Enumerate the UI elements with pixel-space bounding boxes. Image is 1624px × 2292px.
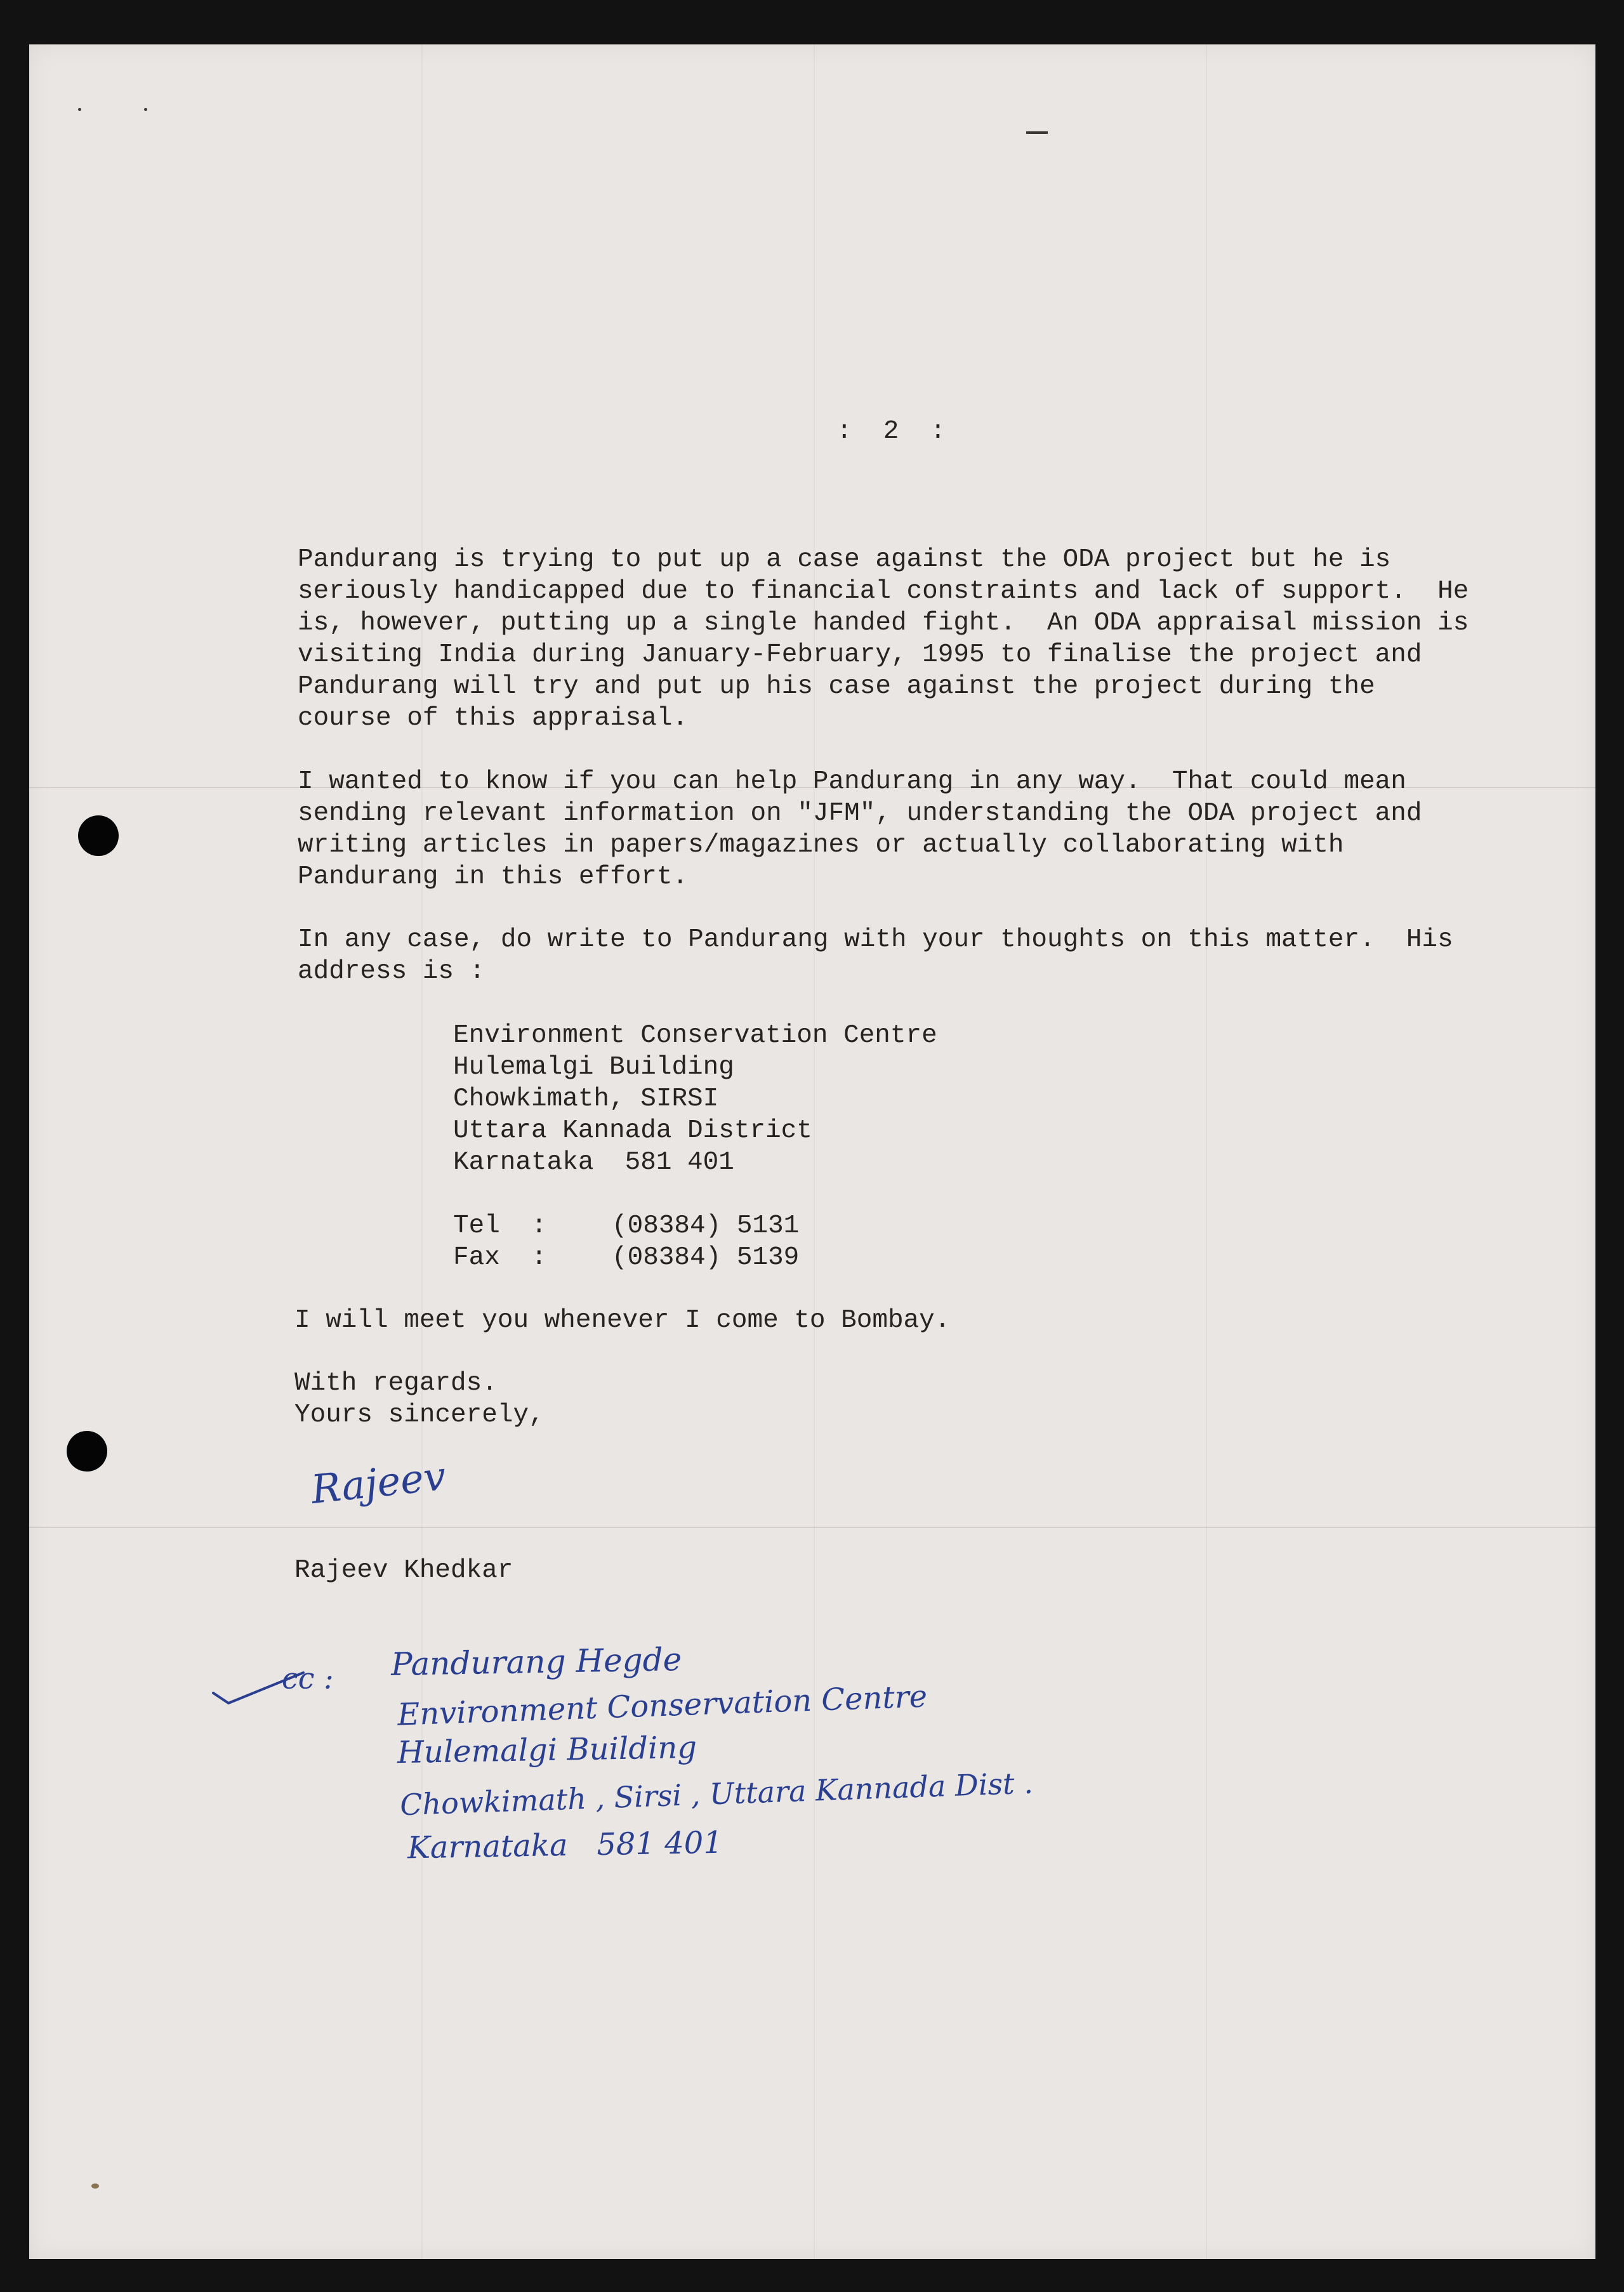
cc-line: Environment Conservation Centre bbox=[397, 1678, 928, 1733]
fold-crease bbox=[421, 44, 423, 2259]
address-line: Chowkimath, SIRSI bbox=[453, 1084, 719, 1114]
regards-line: With regards. bbox=[294, 1369, 498, 1398]
cc-line: Hulemalgi Building bbox=[397, 1729, 697, 1771]
text-line: writing articles in papers/magazines or actually collaborating with bbox=[298, 831, 1344, 860]
paper-speck bbox=[91, 2183, 99, 2189]
paper-speck bbox=[78, 108, 81, 111]
fold-crease bbox=[29, 1527, 1595, 1528]
text-line: sending relevant information on "JFM", understanding the ODA project and bbox=[298, 799, 1422, 828]
punch-hole bbox=[78, 815, 119, 856]
signature: Rajeev bbox=[308, 1452, 448, 1513]
fax-value: (08384) 5139 bbox=[612, 1243, 800, 1272]
punch-hole bbox=[67, 1431, 107, 1472]
fold-crease bbox=[814, 44, 815, 2259]
letter-page bbox=[29, 44, 1595, 2259]
address-line: Environment Conservation Centre bbox=[453, 1021, 937, 1050]
text-line: is, however, putting up a single handed fight. An ODA appraisal mission is bbox=[298, 609, 1469, 638]
cc-line: Pandurang Hegde bbox=[390, 1641, 682, 1683]
text-line: Pandurang in this effort. bbox=[298, 862, 689, 892]
text-line: In any case, do write to Pandurang with your thoughts on this matter. His bbox=[298, 925, 1453, 954]
text-line: I wanted to know if you can help Pandurang in any way. That could mean bbox=[298, 767, 1406, 796]
fold-crease bbox=[1206, 44, 1207, 2259]
text-line: visiting India during January-February, 1995 to finalise the project and bbox=[298, 640, 1422, 669]
paper-speck bbox=[1026, 131, 1048, 134]
text-line: course of this appraisal. bbox=[298, 704, 689, 733]
closing-line: I will meet you whenever I come to Bombay. bbox=[294, 1306, 951, 1335]
address-line: Karnataka 581 401 bbox=[453, 1148, 734, 1177]
cc-label: cc : bbox=[282, 1661, 334, 1696]
cc-line: Karnataka 581 401 bbox=[407, 1824, 723, 1866]
text-line: address is : bbox=[298, 957, 485, 986]
cc-line: Chowkimath , Sirsi , Uttara Kannada Dist . bbox=[399, 1765, 1034, 1822]
tel-label: Tel : bbox=[453, 1211, 547, 1241]
address-line: Uttara Kannada District bbox=[453, 1116, 812, 1145]
text-line: seriously handicapped due to financial constraints and lack of support. He bbox=[298, 577, 1469, 606]
text-line: Pandurang will try and put up his case against the project during the bbox=[298, 672, 1375, 701]
page-number: : 2 : bbox=[836, 417, 946, 446]
yours-sincerely: Yours sincerely, bbox=[294, 1400, 545, 1430]
address-line: Hulemalgi Building bbox=[453, 1053, 734, 1082]
text-line: Pandurang is trying to put up a case against the ODA project but he is bbox=[298, 545, 1391, 574]
tel-value: (08384) 5131 bbox=[612, 1211, 800, 1241]
fax-label: Fax : bbox=[453, 1243, 547, 1272]
paper-speck bbox=[144, 108, 147, 111]
sender-name: Rajeev Khedkar bbox=[294, 1556, 513, 1585]
